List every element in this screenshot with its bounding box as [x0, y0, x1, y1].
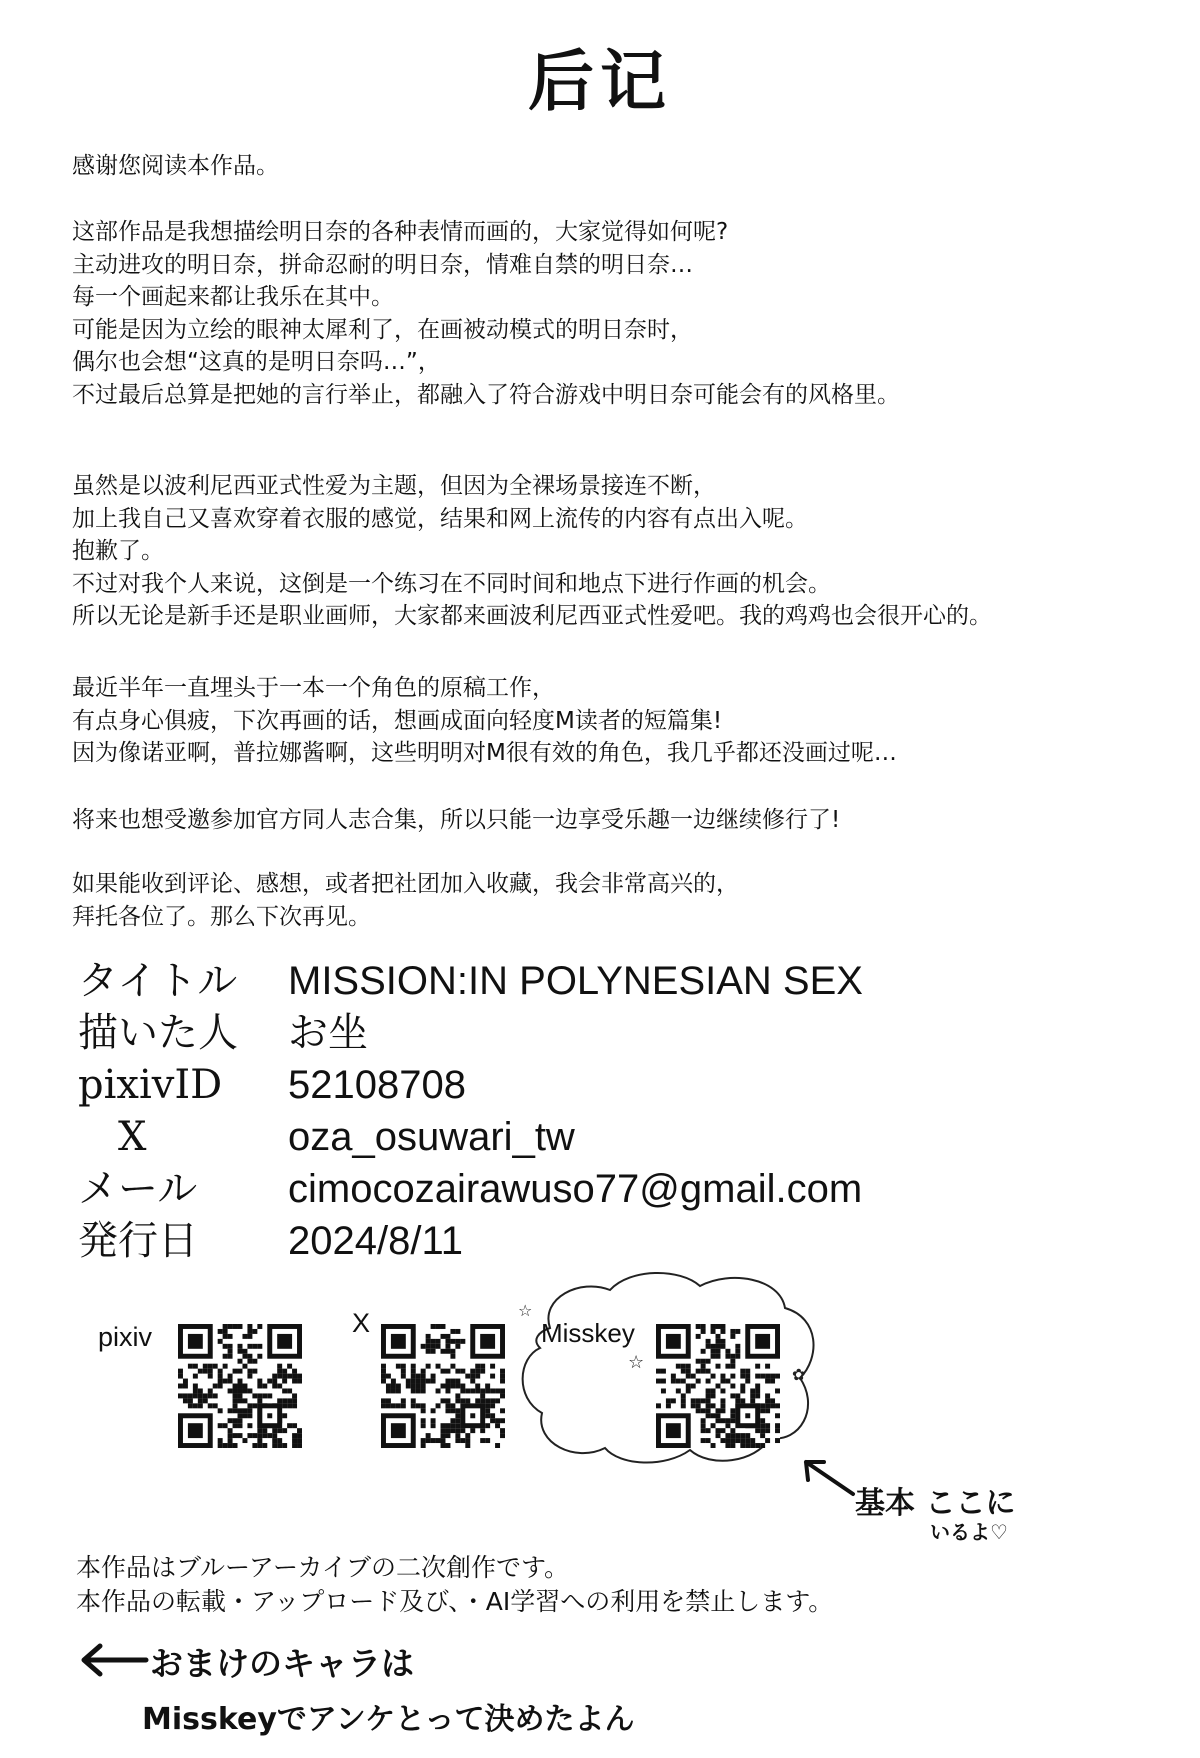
star-icon: ☆ [518, 1301, 533, 1320]
text-line: 加上我自己又喜欢穿着衣服的感觉，结果和网上流传的内容有点出入呢。 [72, 505, 808, 532]
text-line: 不过对我个人来说，这倒是一个练习在不同时间和地点下进行作画的机会。 [72, 570, 831, 597]
colophon-row-x [78, 1111, 978, 1163]
text-line: 所以无论是新手还是职业画师，大家都来画波利尼西亚式性爱吧。我的鸡鸡也会很开心的。 [72, 603, 992, 629]
footer-line-2: 本作品の転載・アップロード及び、・AI学習への利用を禁止します。 [76, 1587, 834, 1616]
text-line: 最近半年一直埋头于一本一个角色的原稿工作， [72, 675, 555, 701]
text-line: 拜托各位了。那么下次再见。 [72, 903, 371, 930]
colophon-value: oza_osuwari_tw [288, 1115, 575, 1159]
paragraph-closing [72, 868, 1172, 933]
paragraph-theme [72, 470, 1172, 633]
colophon-row-title [78, 955, 978, 1007]
colophon-label: 発行日 [78, 1218, 198, 1264]
misskey-qr-code[interactable] [656, 1324, 780, 1448]
colophon-row-author [78, 1007, 978, 1059]
misskey-qr-label: Misskey [541, 1318, 635, 1348]
text-line: 因为像诺亚啊，普拉娜酱啊，这些明明对M很有效的角色，我几乎都还没画过呢… [72, 740, 897, 766]
paragraph-future [72, 804, 1172, 837]
bottom-note-line-1: おまけのキャラは [150, 1644, 414, 1683]
pixiv-qr-code[interactable] [178, 1324, 302, 1448]
colophon-row-date [78, 1215, 978, 1267]
star-icon: ☆ [628, 1352, 645, 1373]
x-qr-code[interactable] [381, 1324, 505, 1448]
text-line: 这部作品是我想描绘明日奈的各种表情而画的，大家觉得如何呢? [72, 219, 729, 245]
pixiv-qr-label: pixiv [98, 1322, 153, 1352]
text-line: 主动进攻的明日奈，拼命忍耐的明日奈，情难自禁的明日奈… [72, 251, 693, 278]
colophon-label: タイトル [78, 958, 238, 1004]
colophon-value: cimocozairawuso77@gmail.com [288, 1167, 863, 1211]
x-qr-label: X [352, 1308, 371, 1338]
text-line: 将来也想受邀参加官方同人志合集，所以只能一边享受乐趣一边继续修行了! [72, 807, 841, 833]
paragraph-thanks [72, 150, 1172, 183]
flower-icon: ✿ [792, 1365, 806, 1384]
text-line: 可能是因为立绘的眼神太犀利了，在画被动模式的明日奈时， [72, 316, 693, 343]
text-line: 感谢您阅读本作品。 [72, 153, 279, 179]
text-line: 抱歉了。 [72, 538, 164, 564]
text-line: 不过最后总算是把她的言行举止，都融入了符合游戏中明日奈可能会有的风格里。 [72, 381, 900, 408]
colophon-row-pixiv [78, 1059, 978, 1111]
colophon-label: メール [78, 1166, 198, 1212]
colophon-label: pixivID [78, 1062, 223, 1108]
colophon [78, 955, 978, 1267]
note-line-2: いるよ♡ [930, 1520, 1008, 1544]
arrow-icon [798, 1452, 858, 1502]
colophon-label: 描いた人 [78, 1010, 238, 1056]
colophon-value: MISSION:IN POLYNESIAN SEX [288, 959, 863, 1003]
bottom-note-line-2: Misskeyでアンケとって決めたよん [142, 1702, 635, 1737]
colophon-row-mail [78, 1163, 978, 1215]
note-line-1: 基本 ここに [855, 1486, 1016, 1521]
paragraph-next-plan [72, 672, 1172, 770]
colophon-value: お坐 [288, 1011, 368, 1055]
arrow-left-icon [78, 1642, 148, 1678]
colophon-value: 2024/8/11 [288, 1219, 463, 1263]
colophon-label: X [118, 1114, 147, 1160]
page-title: 后记 [528, 43, 672, 120]
text-line: 有点身心俱疲，下次再画的话，想画成面向轻度M读者的短篇集! [72, 707, 723, 734]
text-line: 每一个画起来都让我乐在其中。 [72, 284, 394, 310]
colophon-value: 52108708 [288, 1063, 466, 1107]
paragraph-expressions [72, 216, 1172, 411]
footer-line-1: 本作品はブルーアーカイブの二次創作です。 [76, 1553, 570, 1582]
text-line: 如果能收到评论、感想，或者把社团加入收藏，我会非常高兴的， [72, 871, 739, 897]
text-line: 虽然是以波利尼西亚式性爱为主题，但因为全裸场景接连不断， [72, 473, 716, 499]
text-line: 偶尔也会想“这真的是明日奈吗…”， [72, 349, 441, 375]
